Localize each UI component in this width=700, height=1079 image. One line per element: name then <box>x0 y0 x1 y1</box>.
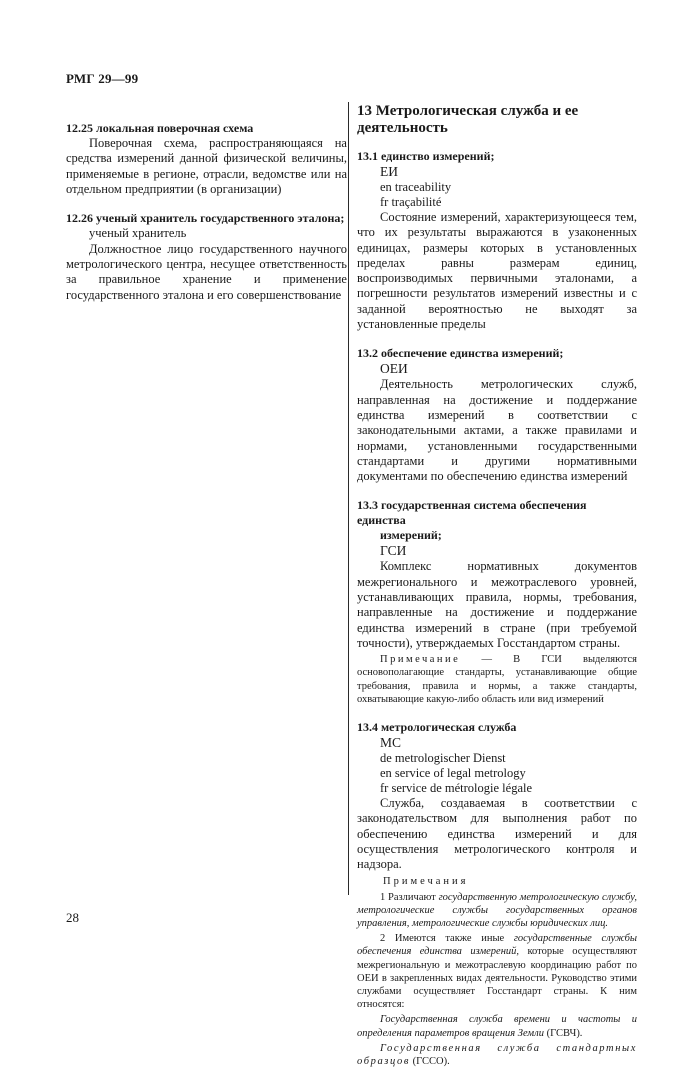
note-3 <box>357 1013 637 1039</box>
note-1-lead: 1 Различают <box>380 891 439 903</box>
note-2-italic: государственные службы обеспечения единства измерений, <box>357 933 637 958</box>
entry-13-4-fr: fr service de métrologie légale <box>380 781 533 796</box>
entry-13-1-abbr: ЕИ <box>380 164 398 179</box>
entry-13-1-title: 13.1 единство измерений; <box>357 149 495 163</box>
note-4-abbr: (ГССО). <box>409 1055 450 1067</box>
entry-13-2-title: 13.2 обеспечение единства измерений; <box>357 346 564 361</box>
note-4-italic: Государственная служба стандартных образцов <box>357 1042 637 1067</box>
entry-13-2-abbr: ОЕИ <box>380 361 408 377</box>
entry-13-4-de: de metrologischer Dienst <box>380 751 506 766</box>
entry-13-3-abbr: ГСИ <box>380 543 407 559</box>
page-number: 28 <box>66 910 79 925</box>
entry-13-4-en: en service of legal metrology <box>380 766 526 781</box>
entry-12-25-title: 12.25 локальная поверочная схема <box>66 121 254 135</box>
note-text: — В ГСИ выделяются основополагающие стандарты, устанавливающие общие требования, правила и нормы, а также стандарты, охватывающие какую-либо область или вид измерений <box>357 654 637 705</box>
entry-12-25 <box>66 121 347 197</box>
note-3-italic: Государственная служба времени и частоты и определения параметров вращения Земли <box>357 1014 637 1039</box>
note-2-rest: которые осуществляют межрегиональную и межотраслевую координацию работ по ОЕИ в закрепленных видах деятельности. Руководство этими службами осуществляет Госстандарт страны. К ним относятся: <box>357 946 637 1011</box>
note-2 <box>357 932 637 1011</box>
note-label: Примечание <box>380 654 461 666</box>
page-header: РМГ 29—99 <box>66 71 139 86</box>
note-2-lead: 2 Имеются также иные <box>380 933 514 945</box>
entry-12-26-definition: Должностное лицо государственного научного метрологического центра, несущее ответственность за правильное хранение и применение государственного эталона и его совершенствование <box>66 241 347 302</box>
entry-13-3-title: 13.3 государственная система обеспечения единства <box>357 498 587 528</box>
entry-13-3-title-cont: измерений; <box>380 528 442 543</box>
note-1 <box>357 891 637 931</box>
right-column <box>357 103 637 1079</box>
entry-12-26 <box>66 211 347 303</box>
entry-12-25-definition: Поверочная схема, распространяющаяся на средства измерений данной физической величины, применяемые в регионе, отрасли, ведомстве или на отдельном предприятии (в организации) <box>66 136 347 196</box>
entry-13-1-en: en traceability <box>380 180 452 194</box>
section-13-title: 13 Метрологическая служба и ее деятельность <box>357 103 579 136</box>
entry-13-4-title: 13.4 метрологическая служба <box>357 720 517 735</box>
entry-13-4-definition: Служба, создаваемая в соответствии с законодательством для выполнения работ по обеспечению единства измерений и для осуществления метрологического контроля и надзора. <box>357 796 637 872</box>
note-4 <box>357 1042 637 1068</box>
column-divider <box>348 102 349 895</box>
entry-13-4-abbr: МС <box>380 735 402 751</box>
entry-13-1 <box>357 149 637 332</box>
entry-13-2 <box>357 346 637 484</box>
entry-13-3-definition: Комплекс нормативных документов межрегионального и межотраслевого уровней, устанавливающих правила, нормы, требования, направленные на достижение и поддержание единства измерений в стране (при требуемой точности), утверждаемых Госстандартом страны. <box>357 559 637 650</box>
entry-13-3 <box>357 498 637 706</box>
entry-13-3-note <box>357 653 637 706</box>
entry-13-2-definition: Деятельность метрологических служб, направленная на достижение и поддержание единства измерений в соответствии с законодательными актами, а также правилами и нормами, установленными государственными стандартами и другими нормативными документами по обеспечению единства измерений <box>357 377 637 484</box>
left-column <box>66 121 347 314</box>
entry-13-1-definition: Состояние измерений, характеризующееся тем, что их результаты выражаются в узаконенных единицах, размеры которых в установленных пределах равны размерам единиц, воспроизводимых первичными эталонами, а погрешности результатов измерений известны и с заданной вероятностью не выходят за установленные пределы <box>357 210 637 332</box>
entry-12-26-title: 12.26 ученый хранитель государственного эталона; <box>66 211 345 226</box>
entry-13-1-fr: fr traçabilité <box>380 195 442 209</box>
note-3-abbr: (ГСВЧ). <box>543 1027 583 1039</box>
note-1-italic: государственную метрологическую службу, метрологические службы государственных органов управления, метрологические службы юридических лиц. <box>357 891 637 929</box>
entry-13-4 <box>357 720 637 1068</box>
notes-title: Примечания <box>383 875 469 887</box>
entry-12-26-synonym: ученый хранитель <box>89 226 187 241</box>
